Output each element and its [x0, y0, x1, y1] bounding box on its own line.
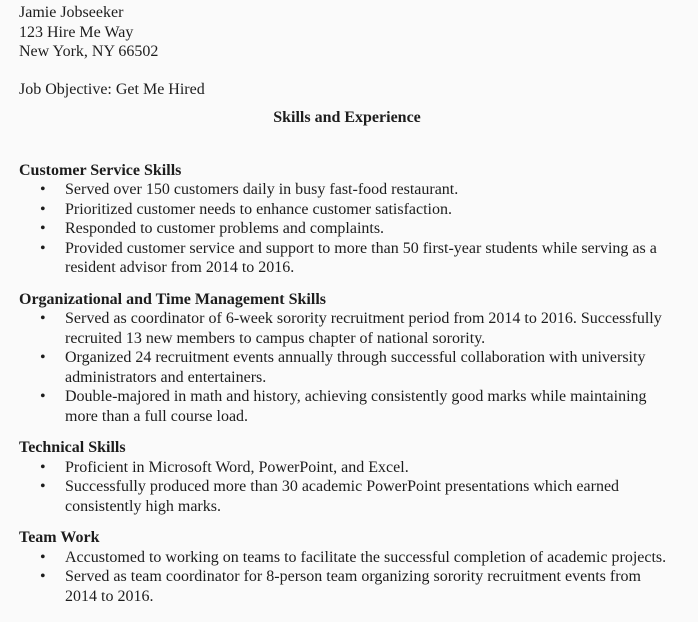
bullet-text: Proficient in Microsoft Word, PowerPoint, and Excel. [65, 458, 409, 476]
bullet-icon: • [40, 568, 46, 585]
bullet-text: Accustomed to working on teams to facilitate the successful completion of academic projects. [65, 548, 667, 566]
bullet-text: Responded to customer problems and complaints. [65, 220, 385, 237]
bullet-icon: • [40, 458, 46, 476]
contact-address-city: New York, NY 66502 [19, 43, 159, 60]
bullet-item [19, 387, 675, 426]
section-team-work [19, 528, 675, 606]
bullet-item [19, 219, 675, 239]
bullet-text: Provided customer service and support to more than 50 first-year students while serving as a resident advisor from 2014 to 2016. [65, 239, 657, 276]
document-title: Skills and Experience [273, 109, 421, 126]
bullet-list [19, 548, 675, 607]
bullet-icon: • [40, 310, 46, 327]
section-heading: Organizational and Time Management Skills [19, 290, 326, 308]
bullet-text: Organized 24 recruitment events annually through successful collaboration with university administrators and entertainers. [65, 349, 646, 386]
bullet-item [19, 548, 675, 568]
bullet-icon: • [40, 349, 46, 366]
bullet-list [19, 458, 675, 517]
section-heading: Customer Service Skills [19, 161, 182, 179]
section-customer-service-skills [19, 161, 675, 278]
bullet-text: Successfully produced more than 30 academic PowerPoint presentations which earned consistently high marks. [65, 478, 620, 515]
section-organizational-time-management-skills [19, 290, 675, 427]
section-heading: Team Work [19, 529, 100, 546]
bullet-text: Served over 150 customers daily in busy fast-food restaurant. [65, 181, 459, 198]
bullet-item [19, 180, 675, 200]
bullet-item [19, 458, 675, 478]
job-objective-line: Job Objective: Get Me Hired [19, 80, 205, 98]
bullet-item [19, 200, 675, 220]
section-heading: Technical Skills [19, 439, 126, 456]
bullet-list [19, 180, 675, 278]
bullet-text: Served as coordinator of 6-week sorority recruitment period from 2014 to 2016. Successfully recruited 13 new members to campus chapter of national sorority. [65, 310, 662, 347]
bullet-icon: • [40, 478, 46, 495]
contact-name: Jamie Jobseeker [19, 4, 124, 21]
contact-block [19, 3, 675, 62]
bullet-icon: • [40, 181, 46, 198]
bullet-list [19, 309, 675, 426]
bullet-icon: • [40, 200, 46, 218]
contact-address-street: 123 Hire Me Way [19, 23, 134, 41]
bullet-icon: • [40, 548, 46, 566]
bullet-icon: • [40, 220, 46, 237]
bullet-item [19, 239, 675, 278]
bullet-icon: • [40, 239, 46, 257]
bullet-item [19, 477, 675, 516]
bullet-item [19, 348, 675, 387]
bullet-text: Prioritized customer needs to enhance customer satisfaction. [65, 200, 452, 218]
bullet-icon: • [40, 388, 46, 405]
bullet-item [19, 309, 675, 348]
bullet-text: Served as team coordinator for 8-person team organizing sorority recruitment events from 2014 to 2016. [65, 568, 641, 605]
bullet-item [19, 567, 675, 606]
bullet-text: Double-majored in math and history, achieving consistently good marks while maintaining more than a full course load. [65, 388, 647, 425]
section-technical-skills [19, 438, 675, 516]
